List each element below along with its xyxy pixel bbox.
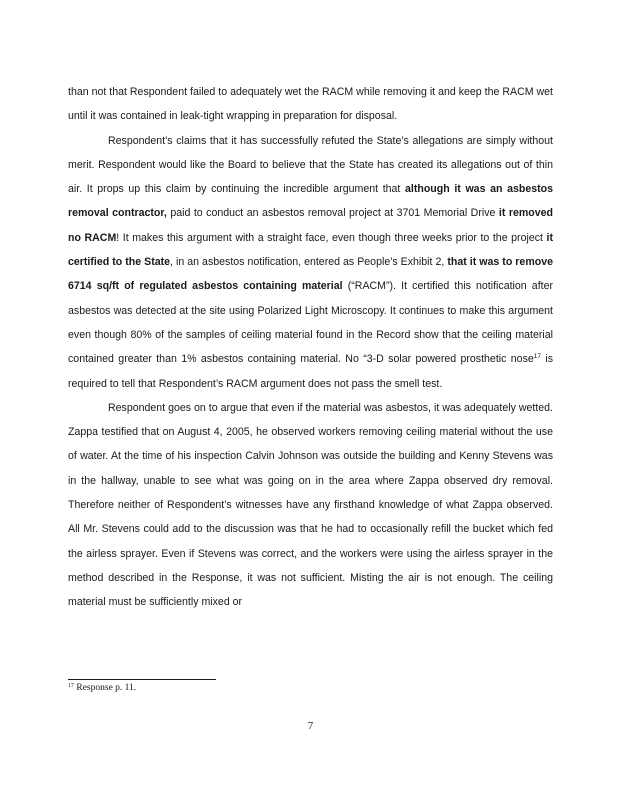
text-run: paid to conduct an asbestos removal project at 3701 Memorial Drive (166, 207, 499, 220)
footnote-separator (68, 679, 216, 680)
paragraph (68, 396, 553, 615)
text-run: Respondent’s claims that it has successfully refuted the State’s allegations are simply without merit. Respondent would like the Board to believe that the State has created its allegations out of thin air. It props up this claim by continuing the incredible argument that (68, 134, 553, 196)
text-run: Respondent goes on to argue that even if the material was asbestos, it was adequately wetted. Zappa testified that on August 4, 2005, he observed workers removing ceiling material without the use of water. At the time of his inspection Calvin Johnson was outside the building and Kenny Stevens was in the hallway, unable to see what was going on in the area where Zappa observed dry removal. Therefore neither of Respondent’s witnesses have any firsthand knowledge of what Zappa observed. All Mr. Stevens could add to the discussion was that he had to occasionally refill the bucket which fed the airless sprayer. Even if Stevens was correct, and the workers were using the airless sprayer in the method described in the Response, it was not sufficient. Misting the air is not enough. The ceiling material must be sufficiently mixed or (68, 401, 553, 609)
text-run: than not that Respondent failed to adequately wet the RACM while removing it and keep the RACM wet until it was contained in leak-tight wrapping in preparation for disposal. (68, 86, 553, 123)
footnote (68, 682, 136, 694)
paragraph (68, 80, 553, 129)
text-run: (“RACM”). It certified this notification after asbestos was detected at the site using Polarized Light Microscopy. It continues to make this argument even though 80% of the samples of ceiling material found in the Record show that the ceiling material contained greater than 1% asbestos containing material. No “3-D solar powered prosthetic nose (68, 280, 554, 366)
bold-text: it removed no RACM (68, 207, 553, 244)
bold-text: although it was an asbestos removal contractor, (68, 183, 554, 220)
footnote-text: Response p. 11. (74, 683, 137, 693)
body-text (68, 80, 553, 615)
bold-text: it certified to the State (68, 231, 553, 269)
text-run: is required to tell that Respondent’s RACM argument does not pass the smell test. (68, 353, 554, 390)
page-number: 7 (307, 720, 314, 732)
paragraph (68, 129, 553, 396)
text-run: , in an asbestos notification, entered as People’s Exhibit 2, (170, 256, 448, 269)
footnote-reference: 17 (533, 353, 541, 361)
bold-text: that it was to remove 6714 sq/ft of regulated asbestos containing material (68, 256, 553, 293)
text-run: ! It makes this argument with a straight face, even though three weeks prior to the project (116, 231, 547, 244)
footnote-marker: 17 (68, 683, 74, 689)
